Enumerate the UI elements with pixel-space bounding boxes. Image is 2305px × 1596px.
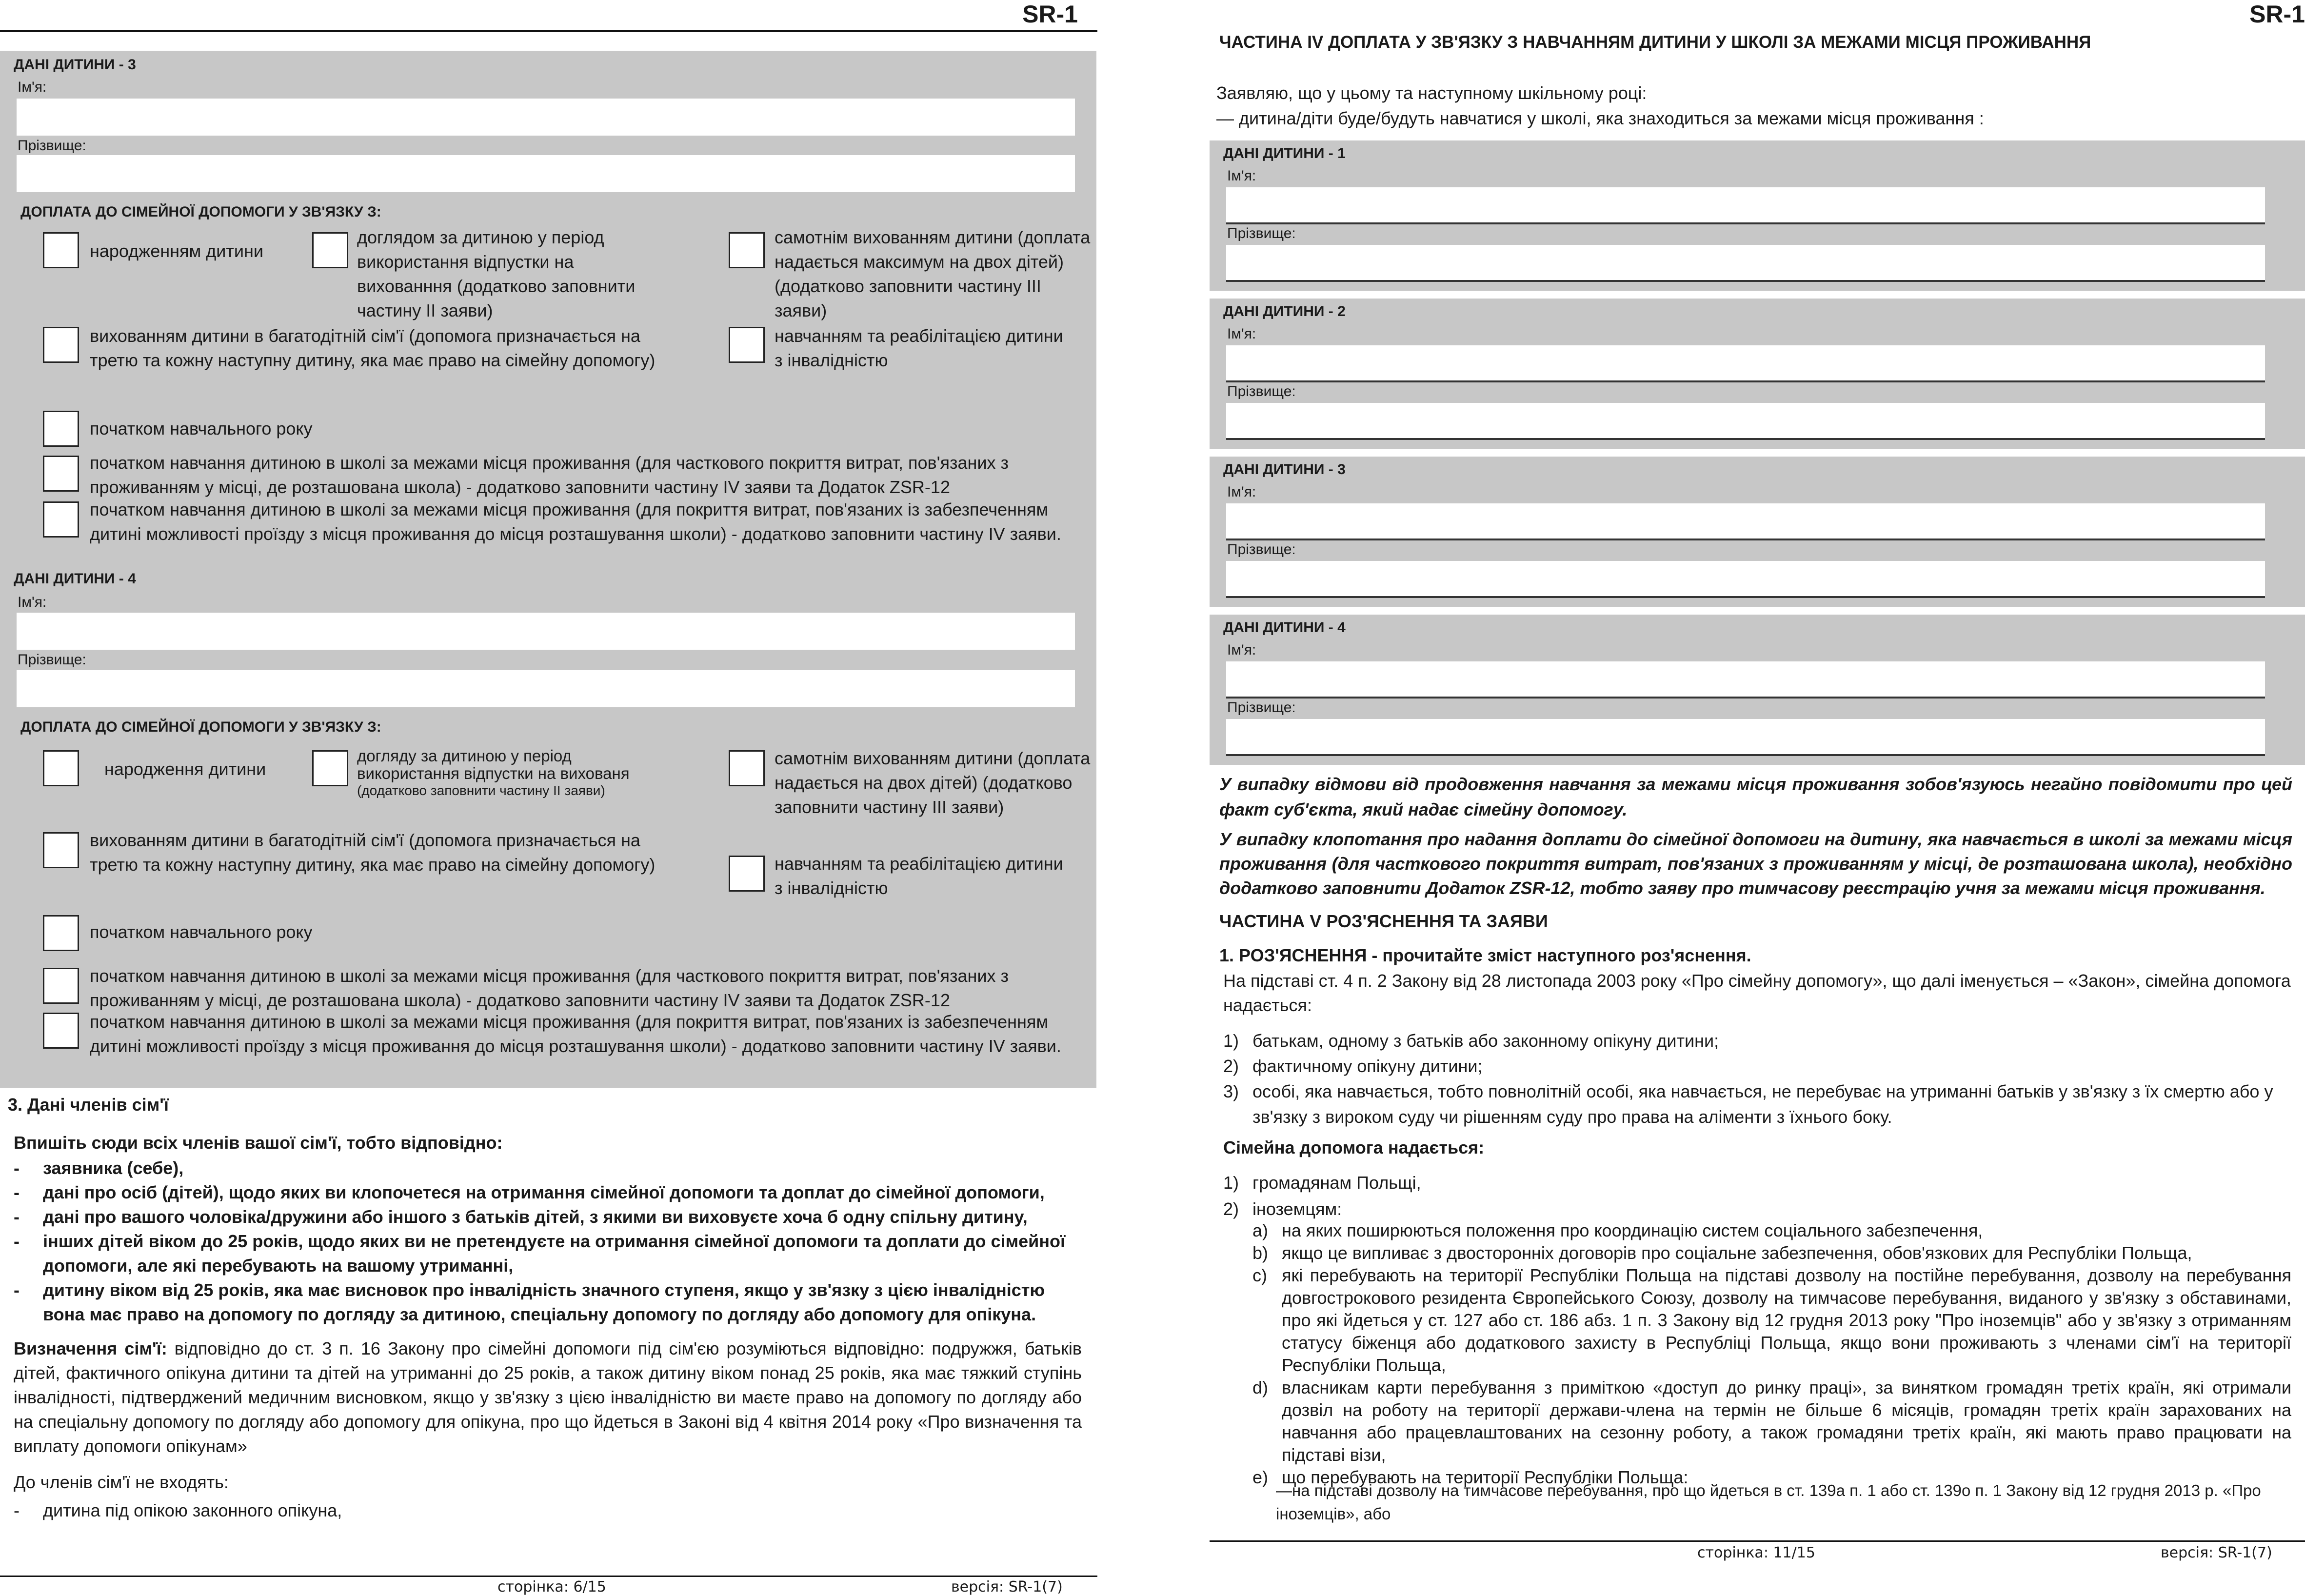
child3-surname-field[interactable]: [17, 155, 1075, 192]
part4-child3-heading: ДАНІ ДИТИНИ - 3: [1223, 461, 1346, 478]
child4-care-leave-label: [357, 747, 659, 799]
zsr12-notice: У випадку клопотання про надання доплати до сімейної допомоги на дитину, яка навчається в школі за межами місця проживання (для часткового покриття витрат, пов'язаних з проживанням у місці, де розташована школа), необхідно додатково заповнити Додаток ZSR-12, тобто заяву про тимчасову реєстрацію учня за межами місця проживання.: [1219, 829, 2292, 898]
list-item: - інших дітей віком до 25 років, щодо яких ви не претендуєте на отримання сімейної допомоги та доплати до сімейної допомоги, але які перебувають на вашому утриманні,: [14, 1229, 1082, 1278]
child4-school-partial-checkbox[interactable]: [43, 968, 79, 1004]
right-page: [1210, 0, 2305, 1596]
granted-list: [1223, 1170, 2291, 1222]
child3-disability-checkbox[interactable]: [729, 327, 765, 363]
list-item: e) що перебувають на території Республіки Польща:: [1252, 1467, 1689, 1487]
page-number: сторінка: 11/15: [1697, 1544, 1815, 1561]
child4-care-leave-sub: (додатково заповнити частину ІІ заяви): [357, 783, 605, 798]
child4-single-parent-checkbox[interactable]: [729, 750, 765, 786]
child3-single-parent-checkbox[interactable]: [729, 232, 765, 268]
list-item: a) на яких поширюються положення про координацію систем соціального забезпечення,: [1252, 1220, 1983, 1240]
child3-school-partial-label: початком навчання дитиною в школі за межами місця проживання (для часткового покриття витрат, пов'язаних з проживанням у місці, де розташована школа) - додатково заповнити частину IV заяви та Додаток ZSR-12: [90, 453, 1009, 497]
list-item: 1) громадянам Польщі,: [1223, 1173, 1421, 1193]
child3-school-travel-checkbox[interactable]: [43, 501, 79, 538]
child3-school-partial-checkbox[interactable]: [43, 456, 79, 492]
declaration-line1: Заявляю, що у цьому та наступному шкільному році:: [1216, 83, 1647, 103]
child4-surname-field[interactable]: [17, 670, 1075, 707]
part4-child1-name-field[interactable]: [1226, 187, 2265, 224]
footer-rule: [0, 1576, 1097, 1577]
child4-surname-label: Прізвище:: [18, 652, 86, 668]
child4-name-field[interactable]: [17, 613, 1075, 650]
child4-supplement-heading: ДОПЛАТА ДО СІМЕЙНОЇ ДОПОМОГИ У ЗВ'ЯЗКУ З:: [20, 719, 381, 735]
child3-large-family-checkbox[interactable]: [43, 327, 79, 363]
list-item: d) власникам карти перебування з приміткою «доступ до ринку праці», за винятком громадян третіх країн, які отримали дозвіл на роботу на території держави-члена на термін не більше 6 місяців, громадян третіх країн зарахованих на навчання або працевлаштованих на сезонну роботу, а також громадяни третіх країн, які мають право працювати на підставі візи,: [1252, 1377, 2291, 1465]
form-code: SR-1: [1022, 0, 1078, 28]
part4-child1-name-label: Ім'я:: [1227, 168, 1256, 184]
child3-school-travel-label: початком навчання дитиною в школі за межами місця проживання (для покриття витрат, пов'язаних із забезпеченням дитині можливості проїзду з місця проживання до місця розташування школи) - додатково заповнити частину IV заяви.: [90, 499, 1061, 544]
withdrawal-notice: У випадку відмови від продовження навчання за межами місця проживання зобов'язуюсь негайно повідомити про цей факт суб'єкта, який надає сімейну допомогу.: [1219, 774, 2292, 819]
family-definition-label: Визначення сім'ї:: [14, 1338, 167, 1358]
part4-child3-surname-label: Прізвище:: [1227, 541, 1296, 558]
part4-child2-name-field[interactable]: [1226, 345, 2265, 382]
child4-school-year-checkbox[interactable]: [43, 915, 79, 951]
list-item: c) які перебувають на території Республіки Польща на підставі дозволу на постійне перебування, дозволу на перебування довгострокового резидента Європейського Союзу, дозволу на тимчасове перебування, виданого у зв'язку з обставинами, про які йдеться у ст. 127 або ст. 186 абз. 1 п. 3 Закону від 12 грудня 2013 року "Про іноземців" або у зв'язку з отриманням статусу біженця або додаткового захисту в Республіці Польща, якщо вони проживають з членами сім'ї на території Республіки Польща,: [1252, 1265, 2291, 1375]
part4-child4-name-field[interactable]: [1226, 661, 2265, 698]
part4-child2-name-label: Ім'я:: [1227, 326, 1256, 342]
list-item: 3) особі, яка навчається, тобто повнолітній особі, яка навчається, не перебуває на утриманні батьків у зв'язку з їх смертю або у зв'язку з вироком суду чи рішенням суду про права на аліменти з їхнього боку.: [1223, 1081, 2273, 1127]
child4-care-leave-checkbox[interactable]: [312, 750, 348, 786]
child4-large-family-checkbox[interactable]: [43, 832, 79, 868]
part4-child4-surname-label: Прізвище:: [1227, 699, 1296, 716]
child3-single-parent-label: самотнім вихованням дитини (доплата надається максимум на двох дітей) (додатково заповнити частину ІІІ заяви): [775, 227, 1091, 320]
foreigners-e-sub: —на підставі дозволу на тимчасове перебування, про що йдеться в ст. 139а п. 1 або ст. 139о п. 1 Закону від 12 грудня 2013 р. «Про іноземців», або: [1276, 1481, 2261, 1523]
part4-child3-name-label: Ім'я:: [1227, 484, 1256, 500]
child3-heading: ДАНІ ДИТИНИ - 3: [14, 57, 136, 73]
part4-title: ЧАСТИНА IV ДОПЛАТА У ЗВ'ЯЗКУ З НАВЧАННЯМ ДИТИНИ У ШКОЛІ ЗА МЕЖАМИ МІСЦЯ ПРОЖИВАННЯ: [1219, 33, 2091, 52]
top-rule: [0, 30, 1097, 32]
child4-school-travel-label: початком навчання дитиною в школі за межами місця проживання (для покриття витрат, пов'язаних із забезпеченням дитині можливості проїзду з місця проживання до місця розташування школи) - додатково заповнити частину IV заяви.: [90, 1012, 1061, 1056]
part4-child3-surname-field[interactable]: [1226, 561, 2265, 598]
part5-title: ЧАСТИНА V РОЗ'ЯСНЕННЯ ТА ЗАЯВИ: [1219, 911, 1548, 931]
part4-child1-heading: ДАНІ ДИТИНИ - 1: [1223, 145, 1346, 161]
child3-name-label: Ім'я:: [18, 79, 47, 95]
child4-birth-label: народження дитини: [104, 759, 266, 779]
part4-child4-heading: ДАНІ ДИТИНИ - 4: [1223, 619, 1346, 636]
footer-rule: [1210, 1540, 2305, 1542]
child4-disability-checkbox[interactable]: [729, 856, 765, 892]
list-item: 2) фактичному опікуну дитини;: [1223, 1056, 1483, 1076]
part4-child2-surname-field[interactable]: [1226, 403, 2265, 440]
part4-child1-surname-field[interactable]: [1226, 245, 2265, 282]
page-number: сторінка: 6/15: [497, 1578, 606, 1596]
part4-child2-surname-label: Прізвище:: [1227, 383, 1296, 399]
list-item: - дані про вашого чоловіка/дружини або іншого з батьків дітей, з якими ви виховуєте хоча б одну спільну дитину,: [14, 1205, 1082, 1229]
list-item: 2) іноземцям:: [1223, 1199, 1342, 1219]
part4-child2-heading: ДАНІ ДИТИНИ - 2: [1223, 303, 1346, 319]
not-included-list: [14, 1498, 1082, 1523]
list-item: 1) батькам, одному з батьків або законному опікуну дитини;: [1223, 1031, 1719, 1051]
list-item: b) якщо це випливає з двосторонніх договорів про соціальне забезпечення, обов'язкових для Республіки Польща,: [1252, 1243, 2192, 1263]
form-version: версія: SR-1(7): [2161, 1544, 2272, 1561]
child3-name-field[interactable]: [17, 99, 1075, 136]
child4-name-label: Ім'я:: [18, 594, 47, 610]
section3-title: 3. Дані членів сім'ї: [8, 1095, 169, 1115]
family-definition: [14, 1337, 1082, 1458]
child4-care-leave-main: догляду за дитиною у період використання відпустки на вихованя: [357, 747, 630, 782]
child4-disability-label: навчанням та реабілітацією дитини з інвалідністю: [775, 854, 1063, 898]
form-version: версія: SR-1(7): [951, 1578, 1063, 1596]
part4-child4-surname-field[interactable]: [1226, 719, 2265, 756]
part4-child3-name-field[interactable]: [1226, 503, 2265, 540]
list-item: - дані про осіб (дітей), щодо яких ви клопочетеся на отримання сімейної допомоги та доплат до сімейної допомоги,: [14, 1180, 1082, 1205]
family-definition-text: відповідно до ст. 3 п. 16 Закону про сімейні допомоги під сім'єю розуміються відповідно: подружжя, батьків дітей, фактичного опікуна дитини та дітей на утриманні до 25 років, а також дитину віком понад 25 років, яка має тяжкий ступінь інвалідності, підтверджений медичним висновком, якщо у зв'язку з цією інвалідністю ви маєте право на допомогу по догляду або на спеціальну допомогу по догляду або допомогу для опікуна, про що йдеться в Законі від 4 квітня 2014 року «Про визначення та виплату допомоги опікунам»: [14, 1338, 1082, 1456]
not-included-heading: До членів сім'ї не входять:: [14, 1472, 229, 1492]
child3-care-leave-label: доглядом за дитиною у період використання відпустки на вихованння (додатково заповнити частину ІІ заяви): [357, 227, 636, 320]
child4-single-parent-label: самотнім вихованням дитини (доплата надається на двох дітей) (додатково заповнити частину ІІІ заяви): [775, 748, 1091, 817]
child4-large-family-label: вихованням дитини в багатодітній сім'ї (допомога призначається на третю та кожну наступну дитину, яка має право на сімейну допомогу): [90, 830, 656, 875]
child3-large-family-label: вихованням дитини в багатодітній сім'ї (допомога призначається на третю та кожну наступну дитину, яка має право на сімейну допомогу): [90, 326, 656, 370]
part4-child1-surname-label: Прізвище:: [1227, 225, 1296, 241]
child3-disability-label: навчанням та реабілітацією дитини з інвалідністю: [775, 326, 1063, 370]
child4-heading: ДАНІ ДИТИНИ - 4: [14, 571, 136, 587]
child3-birth-label: народженням дитини: [90, 241, 263, 261]
part4-child4-name-label: Ім'я:: [1227, 642, 1256, 658]
child3-school-year-label: початком навчального року: [90, 419, 313, 439]
list-item: - дитину віком від 25 років, яка має висновок про інвалідність значного ступеня, якщо у зв'язку з цією інвалідністю вона має право на допомогу по догляду за дитиною, спеціальну допомогу по догляду або допомогу для опікуна.: [14, 1278, 1082, 1327]
granted-title: Сімейна допомога надається:: [1223, 1137, 1485, 1157]
recipients-list: [1223, 1028, 2291, 1130]
child4-school-year-label: початком навчального року: [90, 922, 313, 942]
child4-school-travel-checkbox[interactable]: [43, 1013, 79, 1049]
list-item: - заявника (себе),: [14, 1156, 1082, 1180]
child3-care-leave-checkbox[interactable]: [312, 232, 348, 268]
list-item: - дитина під опікою законного опікуна,: [14, 1498, 1082, 1523]
section3-intro: Впишіть сюди всіх членів вашої сім'ї, тобто відповідно:: [14, 1133, 503, 1153]
child3-surname-label: Прізвище:: [18, 138, 86, 154]
child3-school-year-checkbox[interactable]: [43, 411, 79, 447]
section3-list: [14, 1156, 1082, 1327]
declaration-line2: — дитина/діти буде/будуть навчатися у школі, яка знаходиться за межами місця проживання :: [1216, 108, 1984, 128]
form-code: SR-1: [2249, 0, 2305, 28]
child4-birth-checkbox[interactable]: [43, 750, 79, 786]
child4-school-partial-label: початком навчання дитиною в школі за межами місця проживання (для часткового покриття витрат, пов'язаних з проживанням у місці, де розташована школа) - додатково заповнити частину IV заяви та Додаток ZSR-12: [90, 966, 1009, 1010]
child3-supplement-heading: ДОПЛАТА ДО СІМЕЙНОЇ ДОПОМОГИ У ЗВ'ЯЗКУ З:: [20, 204, 381, 220]
explanation-intro: На підставі ст. 4 п. 2 Закону від 28 листопада 2003 року «Про сімейну допомогу», що далі іменується – «Закон», сімейна допомога надається:: [1223, 971, 2291, 1015]
foreigners-list: [1252, 1219, 2291, 1489]
child3-birth-checkbox[interactable]: [43, 232, 79, 268]
left-page: [0, 0, 1097, 1596]
explanation-title: 1. РОЗ'ЯСНЕННЯ - прочитайте зміст наступного роз'яснення.: [1219, 945, 1751, 965]
